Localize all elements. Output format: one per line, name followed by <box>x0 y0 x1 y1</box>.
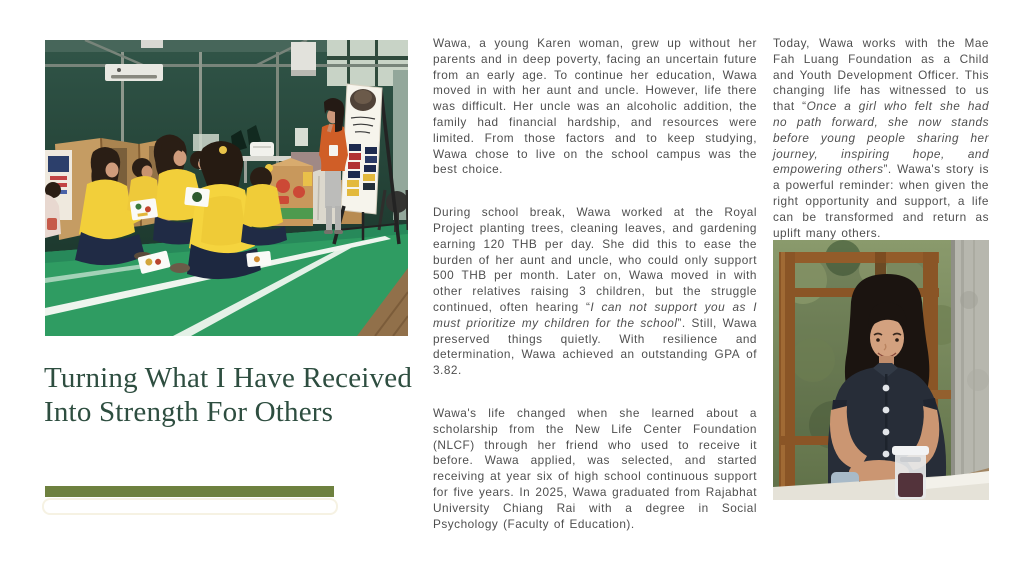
workshop-photo-illustration <box>45 40 408 336</box>
quote-relatives: I can not support you as I must prioritize my children for the school <box>433 299 757 330</box>
title-line-1: Turning What I Have Received <box>44 362 413 394</box>
workshop-photo <box>45 40 408 336</box>
paragraph-school-break <box>433 205 757 379</box>
paragraph-today <box>773 36 989 241</box>
paragraph-school-break-text: During school break, Wawa worked at the Royal Project planting trees, cleaning leaves, and gardening earning 120 THB per day. She did this to ease the burden of her aunt and uncle, who could only support 500 THB per month. Later on, Wawa moved in with other relatives raising 3 children, but the struggle continued, often hearing “ <box>433 205 757 314</box>
paragraph-today-end: ”. Wawa's story is a powerful reminder: when given the right opportunity and support, a life can be transformed and return as uplift many others. <box>773 162 989 240</box>
concrete-pillar <box>951 240 989 500</box>
title-line-2: Into Strength For Others <box>44 396 334 428</box>
paragraph-school-break-end: ”. Still, Wawa preserved things quietly. With resilience and determination, Wawa achieved an outstanding GPA of 3.82. <box>433 315 757 378</box>
drink-cup <box>892 446 929 499</box>
portrait-photo <box>773 240 989 500</box>
faint-outline <box>42 498 338 515</box>
quote-wawa: Once a girl who felt she had no path forward, she now stands before young people sharing her journey, inspiring hope, and empowering others <box>773 99 990 177</box>
paragraph-today-text: Today, Wawa works with the Mae Fah Luang Foundation as a Child and Youth Development Officer. This changing life has witnessed to us that “ <box>773 36 989 114</box>
accent-bar <box>45 486 334 497</box>
portrait-photo-illustration <box>773 240 989 500</box>
paragraph-early-life: Wawa, a young Karen woman, grew up without her parents and in deep poverty, facing an uncertain future from an early age. To continue her education, Wawa moved in with her aunt and uncle. However, life there was difficult. Her uncle was an alcoholic addition, the family had financial hardship, and resources were limited. From those factors and to keep studying, Wawa chose to live on the school campus was the best choice. <box>433 36 757 177</box>
paragraph-scholarship: Wawa's life changed when she learned about a scholarship from the New Life Center Foundation (NLCF) through her friend who used to receive it before. Wawa applied, was selected, and started receiving at year six of high school continuous support for five years. In 2025, Wawa graduated from Rajabhat University Chiang Rai with a degree in Social Psychology (Faculty of Education). <box>433 405 757 531</box>
partial-figure-left <box>45 182 61 238</box>
page-title <box>44 361 434 429</box>
middle-text-column <box>433 36 757 559</box>
right-text-column <box>773 36 989 268</box>
